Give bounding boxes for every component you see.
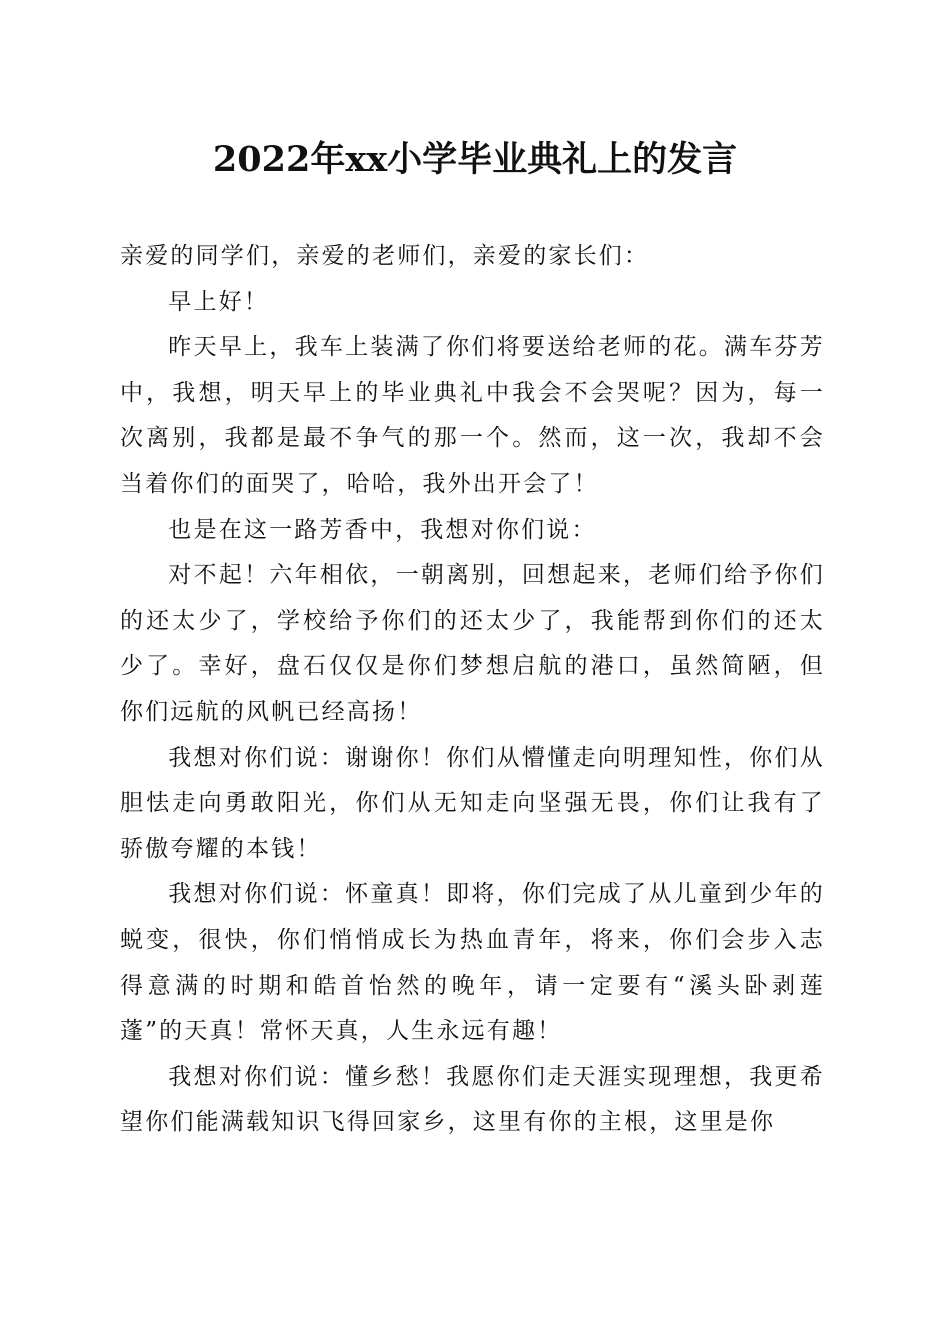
body-paragraph: 我想对你们说：谢谢你！你们从懵懂走向明理知性，你们从胆怯走向勇敢阳光，你们从无知走向坚强无畏，你们让我有了骄傲夸耀的本钱！: [120, 744, 825, 862]
body-paragraph: 也是在这一路芳香中，我想对你们说：: [168, 516, 597, 543]
body-paragraph: 我想对你们说：懂乡愁！我愿你们走天涯实现理想，我更希望你们能满载知识飞得回家乡，这里有你的主根，这里是你: [120, 1063, 825, 1136]
body-paragraph: 对不起！六年相依，一朝离别，回想起来，老师们给予你们的还太少了，学校给予你们的还太少了，我能帮到你们的还太少了。幸好，盘石仅仅是你们梦想启航的港口，虽然简陋，但你们远航的风帆已经高扬！: [120, 562, 825, 725]
salutation-paragraph: 亲爱的同学们，亲爱的老师们，亲爱的家长们：: [120, 243, 650, 269]
document-body: [120, 234, 825, 1146]
greeting-paragraph: 早上好！: [168, 288, 270, 315]
document-title: 2022年xx小学毕业典礼上的发言: [212, 139, 738, 180]
body-paragraph: 昨天早上，我车上装满了你们将要送给老师的花。满车芬芳中，我想，明天早上的毕业典礼中我会不会哭呢？因为，每一次离别，我都是最不争气的那一个。然而，这一次，我却不会当着你们的面哭了，哈哈，我外出开会了！: [120, 334, 825, 497]
body-paragraph: 我想对你们说：怀童真！即将，你们完成了从儿童到少年的蜕变，很快，你们悄悄成长为热血青年，将来，你们会步入志得意满的时期和皓首怡然的晚年，请一定要有“溪头卧剥莲蓬”的天真！常怀天真，人生永远有趣！: [120, 881, 825, 1045]
